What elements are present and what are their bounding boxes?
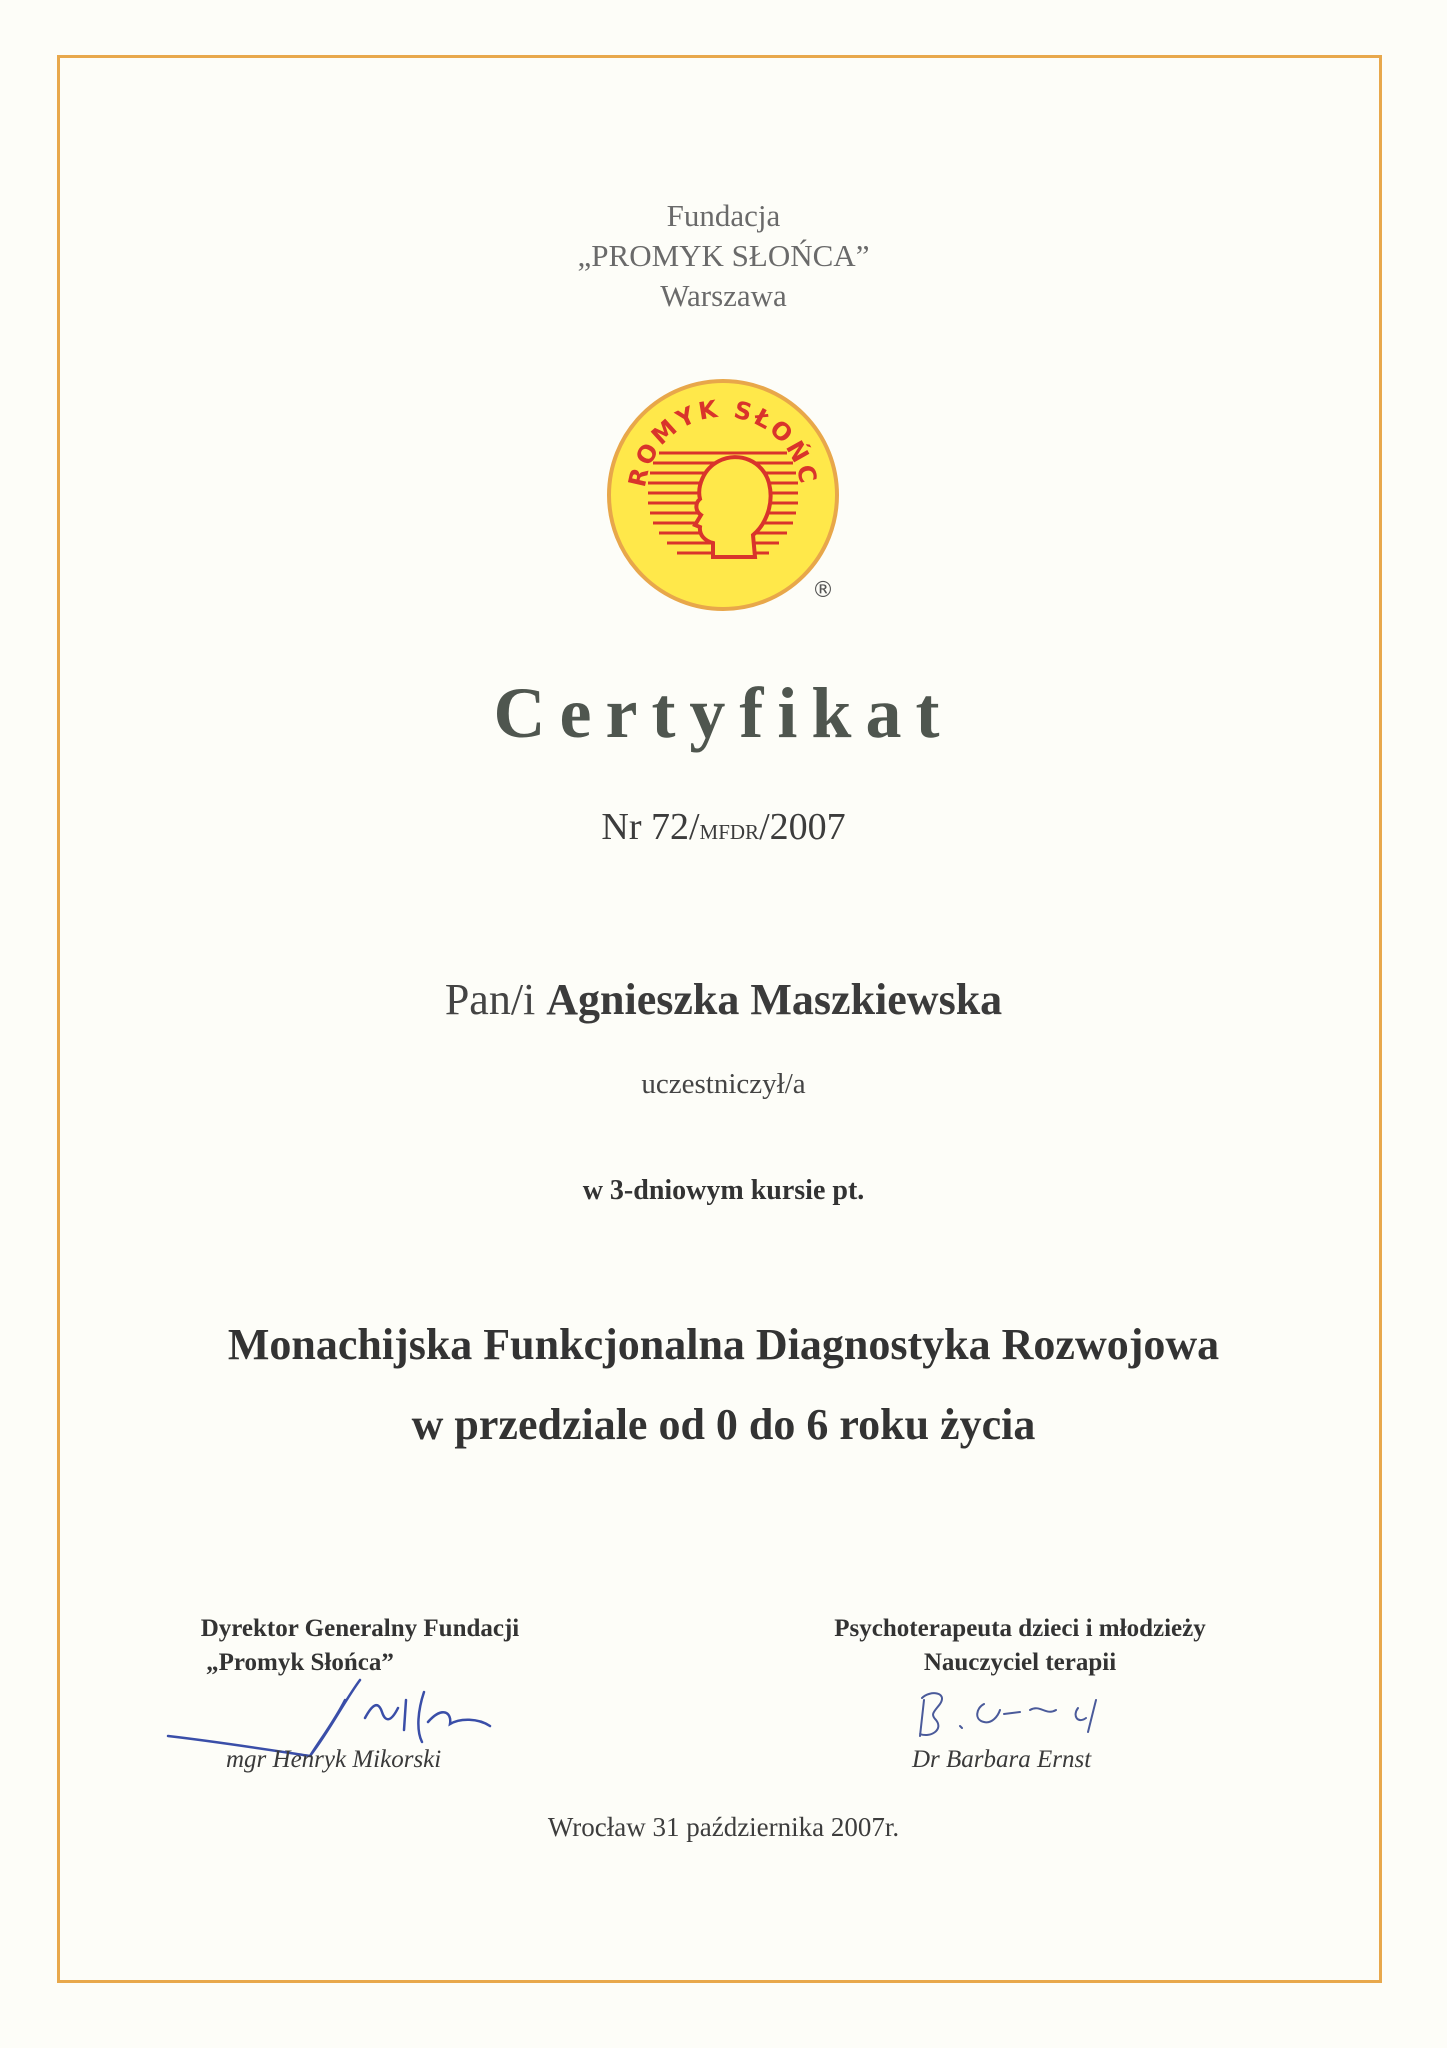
registered-mark: ® xyxy=(812,578,834,603)
right-signatory-name: Dr Barbara Ernst xyxy=(912,1746,1092,1773)
foundation-city: Warszawa xyxy=(660,278,787,313)
right-signatory-role xyxy=(770,1612,1270,1680)
recipient-name: Agnieszka Maszkiewska xyxy=(546,975,1003,1024)
certificate-number-code: mfdr xyxy=(699,813,760,846)
right-role-line1: Psychoterapeuta dzieci i młodzieży xyxy=(834,1615,1206,1642)
course-title-line1: Monachijska Funkcjonalna Diagnostyka Rozwojowa xyxy=(227,1320,1220,1369)
logo-arc-text: ROMYK SŁOŃC xyxy=(623,394,823,490)
right-signature-icon xyxy=(900,1680,1160,1750)
left-role-line2: „Promyk Słońca” xyxy=(206,1649,394,1676)
right-role-line2: Nauczyciel terapii xyxy=(923,1649,1117,1676)
certificate-number-prefix: Nr 72/ xyxy=(601,806,700,848)
course-title-line2: w przedziale od 0 do 6 roku życia xyxy=(411,1400,1036,1449)
foundation-logo xyxy=(603,375,843,615)
course-intro: w 3-dniowym kursie pt. xyxy=(582,1175,865,1206)
left-signatory-name: mgr Henryk Mikorski xyxy=(226,1746,442,1773)
recipient-prefix: Pan/i xyxy=(444,975,536,1024)
participation-text: uczestniczył/a xyxy=(641,1068,806,1100)
certificate-number xyxy=(0,805,1447,849)
foundation-name: „PROMYK SŁOŃCA” xyxy=(577,238,870,273)
sun-head-logo-icon xyxy=(603,375,843,615)
certificate-number-suffix: /2007 xyxy=(759,806,846,848)
place-and-date: Wrocław 31 października 2007r. xyxy=(547,1812,900,1842)
foundation-label: Fundacja xyxy=(666,198,781,233)
certificate-title: Certyfikat xyxy=(493,673,954,753)
left-role-line1: Dyrektor Generalny Fundacji xyxy=(200,1615,520,1642)
recipient-line xyxy=(0,974,1447,1025)
